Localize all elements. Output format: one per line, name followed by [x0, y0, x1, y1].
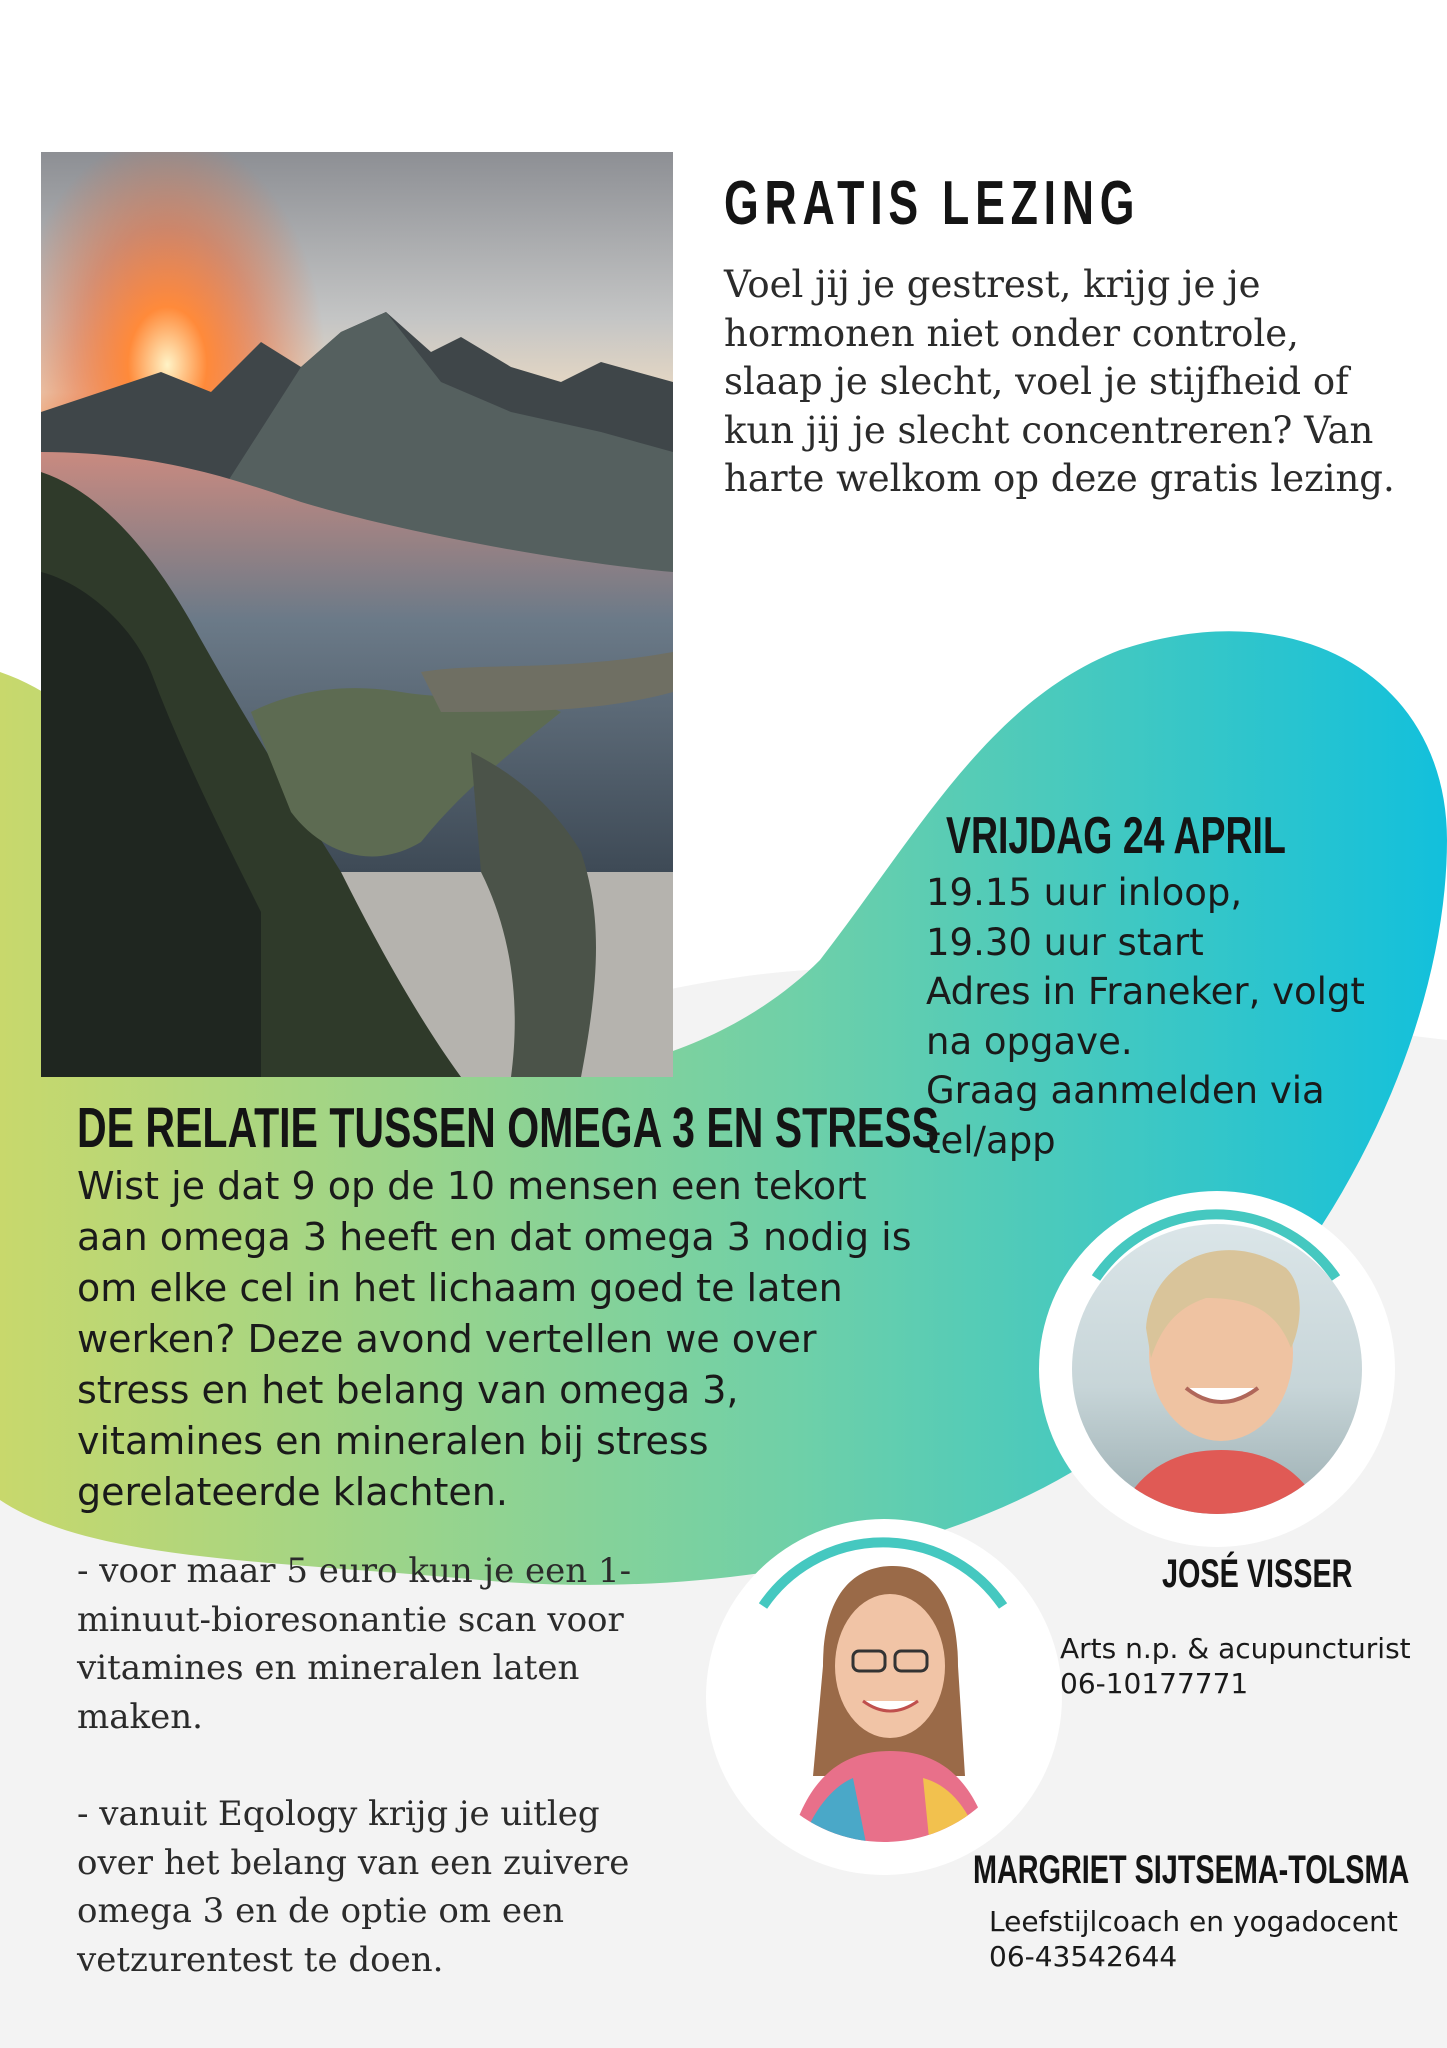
- event-line: na opgave.: [926, 1019, 1133, 1063]
- speaker-phone: 06-43542644: [989, 1940, 1178, 1973]
- speaker-role: Leefstijlcoach en yogadocent: [989, 1905, 1398, 1938]
- topic-line: werken? Deze avond vertellen we over: [77, 1317, 817, 1361]
- portrait-jose: [1036, 1188, 1398, 1550]
- speaker-name-margriet: MARGRIET SIJTSEMA-TOLSMA: [973, 1848, 1410, 1892]
- speaker-role: Arts n.p. & acupuncturist: [1060, 1632, 1411, 1665]
- bullet-bioresonance: - voor maar 5 euro kun je een 1- minuut-bioresonantie scan voor vitamines en mineralen laten maken.: [77, 1551, 632, 1737]
- event-line: tel/app: [926, 1118, 1056, 1162]
- topic-line: aan omega 3 heeft en dat omega 3 nodig is: [77, 1215, 912, 1259]
- event-line: Graag aanmelden via: [926, 1069, 1325, 1113]
- event-details: [926, 868, 1436, 1166]
- event-line: 19.30 uur start: [926, 920, 1204, 964]
- topic-line: om elke cel in het lichaam goed te laten: [77, 1266, 843, 1310]
- speaker-info-jose: [1060, 1631, 1411, 1701]
- speaker-name-jose: JOSÉ VISSER: [1162, 1552, 1353, 1596]
- event-date: VRIJDAG 24 APRIL: [946, 807, 1286, 865]
- speaker-info-margriet: [989, 1904, 1398, 1974]
- topic-text: [77, 1161, 1037, 1518]
- topic-line: vitamines en mineralen bij stress: [77, 1419, 709, 1463]
- portrait-margriet: [703, 1516, 1065, 1878]
- speaker-phone: 06-10177771: [1060, 1667, 1249, 1700]
- lecture-title: GRATIS LEZING: [724, 169, 1141, 238]
- topic-line: stress en het belang van omega 3,: [77, 1368, 739, 1412]
- topic-line: gerelateerde klachten.: [77, 1470, 508, 1514]
- event-line: 19.15 uur inloop,: [926, 871, 1243, 914]
- intro-text: Voel jij je gestrest, krijg je je hormonen niet onder controle, slaap je slecht, voel je stijfheid of kun jij je slecht concentreren? Van harte welkom op deze gratis lezing.: [724, 263, 1395, 500]
- bullet-eqology: - vanuit Eqology krijg je uitleg over het belang van een zuivere omega 3 en de optie om een vetzurentest te doen.: [77, 1794, 630, 1980]
- topic-line: Wist je dat 9 op de 10 mensen een tekort: [77, 1164, 867, 1208]
- landscape-photo: [41, 152, 673, 1077]
- event-line: Adres in Franeker, volgt: [926, 970, 1365, 1014]
- topic-heading: DE RELATIE TUSSEN OMEGA 3 EN STRESS: [77, 1096, 939, 1160]
